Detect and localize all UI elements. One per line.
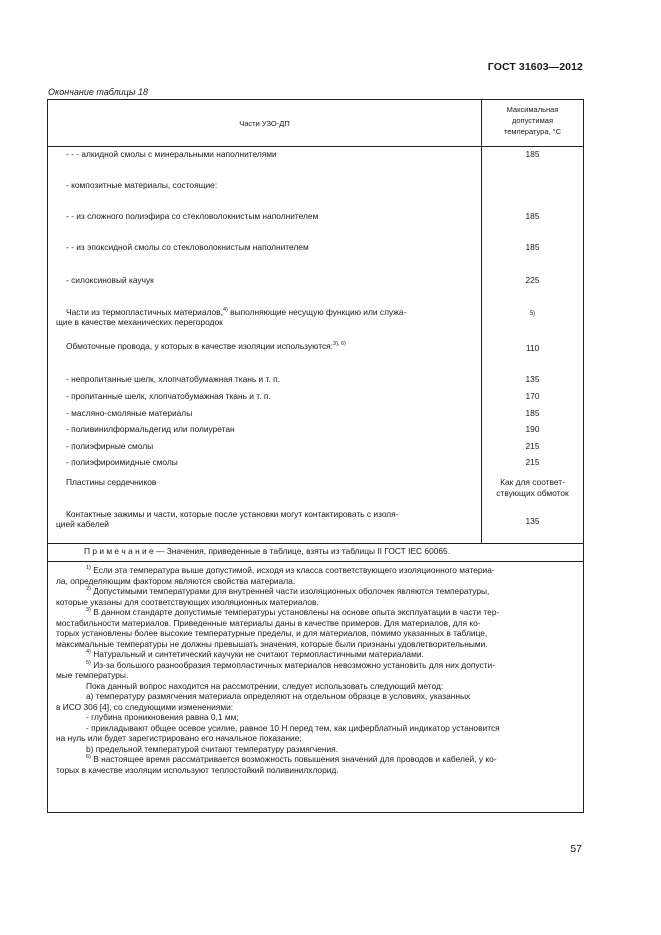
text-span: Части из термопластичных материалов, <box>66 307 223 317</box>
table-row-part: - масляно-смоляные материалы <box>66 408 193 418</box>
footnote-1-cont: ла, определяющим фактором являются свойства материала. <box>56 575 296 586</box>
table-row-temp: 215 <box>525 441 540 451</box>
method-change-1: - глубина проникновения равна 0,1 мм; <box>86 712 239 722</box>
table-row-temp: 5) <box>529 311 536 317</box>
table-row-part: - полиэфироимидные смолы <box>66 457 178 467</box>
table-row-part: Пластины сердечников <box>66 477 157 487</box>
footnote-4 <box>56 649 578 660</box>
footnote-6-cont: торых в качестве изоляции используют теплостойкий поливинилхлорид. <box>56 764 339 775</box>
column-header-parts: Части УЗО-ДП <box>239 118 290 128</box>
method-change-2: - прикладывают общее осевое усилие, равное 10 Н перед тем, как циферблатный индикатор установится <box>86 722 500 733</box>
table-row-part: - поливинилформальдегид или полиуретан <box>66 424 235 434</box>
column-header-line: Максимальная <box>506 105 559 114</box>
method-step-a-cont: в ИСО 306 [4], со следующими изменениями: <box>56 701 234 712</box>
table-row-temp: 135 <box>525 516 540 526</box>
footnotes <box>56 565 578 775</box>
body-divider <box>48 543 583 544</box>
table-row-temp: 185 <box>525 408 540 418</box>
table-row-temp: 225 <box>525 275 540 285</box>
text-span: Допустимыми температурами для внутренней части изоляционных оболочек являются температуры, <box>90 586 490 596</box>
table-row-temp-cont: ствующих обмоток <box>496 488 569 498</box>
footnote-mark: 1) <box>86 565 91 571</box>
table-row-part: - силоксиновый каучук <box>66 275 154 285</box>
footnote-2 <box>56 586 578 597</box>
text-span: В данном стандарте допустимые температуры установлены на основе опыта эксплуатации в части тер- <box>90 607 500 617</box>
table-row-part: - непропитанные шелк, хлопчатобумажная ткань и т. п. <box>66 374 280 384</box>
text-span: Из-за большого разнообразия термопластичных материалов невозможно установить для них допусти- <box>90 659 495 670</box>
method-change-2-cont: на нуль или будет зарегистрировано его начальное показание; <box>56 733 302 743</box>
page-number: 57 <box>570 843 582 855</box>
column-header-temperature <box>482 104 583 137</box>
footnote-mark: 2) <box>86 586 91 592</box>
column-header-line: температура, °С <box>503 127 562 136</box>
footnote-5-cont: мые температуры. <box>56 670 129 680</box>
footnote-3-cont: максимальные температуры не должны превышать значения, которые были признаны удовлетворительными. <box>56 638 488 649</box>
table-row-part: - пропитанные шелк, хлопчатобумажная ткань и т. п. <box>66 391 271 401</box>
table-row-temp: 215 <box>525 457 540 467</box>
table-row-temp: 185 <box>525 242 540 252</box>
table-row-temp: 185 <box>525 149 540 159</box>
text-span: Если эта температура выше допустимой, исходя из класса соответствующего изоляционного материа- <box>90 565 495 575</box>
table-row-temp: Как для соответ- <box>500 477 565 487</box>
table-row-temp: 185 <box>525 211 540 221</box>
footnote-3 <box>56 607 578 618</box>
table-row-temp: 135 <box>525 374 540 384</box>
table-row-part: - - из сложного полиэфира со стекловолокнистым наполнителем <box>66 211 319 221</box>
text-span: Обмоточные провода, у которых в качестве изоляции используются: <box>66 341 334 351</box>
table-row-part: - полиэфирные смолы <box>66 441 154 451</box>
table-note: П р и м е ч а н и е — Значения, приведенные в таблице, взяты из таблицы II ГОСТ IEC 60065. <box>84 546 451 556</box>
footnote-6 <box>56 754 578 765</box>
footnote-1 <box>56 565 578 576</box>
footnote-2-cont: которые указаны для соответствующих изоляционных материалов. <box>56 596 319 607</box>
table-row-temp: 110 <box>525 343 540 353</box>
table-row-part-cont: цией кабелей <box>56 519 109 529</box>
method-step-a: а) температуру размягчения материала определяют на отдельном образце в условиях, указанных <box>86 691 471 701</box>
method-intro: Пока данный вопрос находится на рассмотрении, следует использовать следующий метод: <box>86 680 444 691</box>
footnote-3-cont: мостабильности материалов. Приведенные материалы даны в качестве примеров. Для материалов, для ко- <box>56 617 481 628</box>
table-row-part: - композитные материалы, состоящие: <box>66 180 218 190</box>
document-code: ГОСТ 31603—2012 <box>487 61 583 73</box>
table-row-part <box>66 341 478 352</box>
table-row-part-cont: щие в качестве механических перегородок <box>56 317 223 327</box>
footnote-mark: 3) <box>86 607 91 613</box>
table-caption: Окончание таблицы 18 <box>48 87 148 97</box>
footnote-mark: 4) <box>86 649 91 655</box>
table-row-part: - - - алкидной смолы с минеральными наполнителями <box>66 149 277 159</box>
footnote-mark: 6) <box>86 754 91 760</box>
table-row-part: - - из эпоксидной смолы со стекловолокнистым наполнителем <box>66 242 309 252</box>
method-step-b: b) предельной температурой считают температуру размягчения. <box>86 743 339 754</box>
text-span: Натуральный и синтетический каучуки не считают термопластичными материалами. <box>90 649 424 659</box>
text-span: выполняющие несущую функцию или служа- <box>227 307 407 317</box>
header-divider <box>48 146 583 147</box>
footnote-5 <box>56 660 578 671</box>
footnote-ref: 3), 6) <box>333 341 346 347</box>
column-header-line: допустимая <box>511 116 554 125</box>
footnote-3-cont: торых установлены более высокие температурные пределы, и для материалов, помимо указанных в таблице, <box>56 628 488 638</box>
table-row-temp: 190 <box>525 424 540 434</box>
table-row-part: Контактные зажимы и части, которые после установки могут контактировать с изоля- <box>66 509 399 519</box>
table-row-temp: 170 <box>525 391 540 401</box>
temperature-table <box>47 99 584 813</box>
footnote-ref: 4) <box>222 307 228 313</box>
note-divider <box>48 561 583 562</box>
table-row-part <box>66 307 478 318</box>
footnote-mark: 5) <box>86 659 91 666</box>
text-span: В настоящее время рассматривается возможность повышения значений для проводов и кабелей, у ко- <box>90 754 497 764</box>
